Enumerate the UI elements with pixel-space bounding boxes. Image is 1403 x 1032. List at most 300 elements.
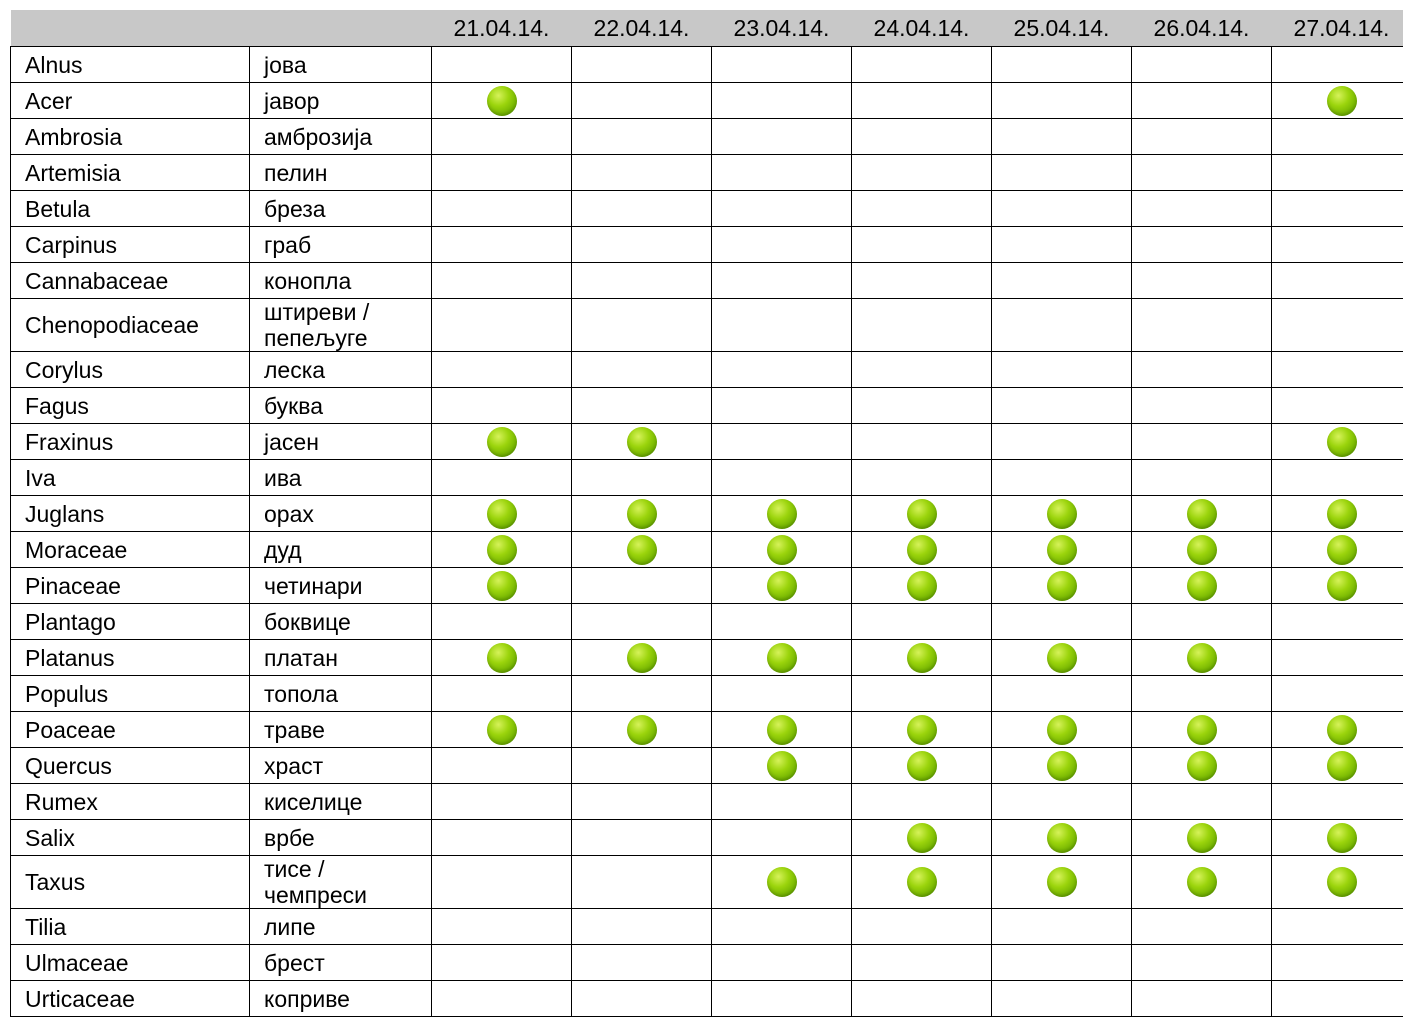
day-cell bbox=[432, 299, 572, 352]
day-cell bbox=[852, 352, 992, 388]
header-latin bbox=[11, 10, 250, 47]
day-cell bbox=[992, 909, 1132, 945]
latin-name-cell: Fraxinus bbox=[11, 424, 250, 460]
latin-name-cell: Betula bbox=[11, 191, 250, 227]
pollen-present-dot-icon bbox=[907, 535, 937, 565]
header-date-4: 24.04.14. bbox=[852, 10, 992, 47]
pollen-present-dot-icon bbox=[907, 867, 937, 897]
table-row bbox=[11, 47, 1403, 83]
pollen-present-dot-icon bbox=[907, 499, 937, 529]
local-name-cell: траве bbox=[250, 712, 432, 748]
pollen-present-dot-icon bbox=[627, 643, 657, 673]
pollen-present-dot-icon bbox=[1047, 571, 1077, 601]
day-cell bbox=[572, 820, 712, 856]
day-cell bbox=[1272, 640, 1403, 676]
day-cell bbox=[1272, 748, 1403, 784]
table-row bbox=[11, 532, 1403, 568]
day-cell bbox=[712, 784, 852, 820]
pollen-table-container bbox=[10, 10, 1399, 1017]
day-cell bbox=[852, 856, 992, 909]
day-cell bbox=[852, 712, 992, 748]
pollen-present-dot-icon bbox=[1047, 499, 1077, 529]
table-row bbox=[11, 676, 1403, 712]
local-name-cell: леска bbox=[250, 352, 432, 388]
day-cell bbox=[572, 424, 712, 460]
day-cell bbox=[712, 568, 852, 604]
local-name-cell: јасен bbox=[250, 424, 432, 460]
day-cell bbox=[1132, 856, 1272, 909]
day-cell bbox=[432, 191, 572, 227]
day-cell bbox=[852, 676, 992, 712]
day-cell bbox=[852, 981, 992, 1017]
pollen-present-dot-icon bbox=[1187, 571, 1217, 601]
day-cell bbox=[432, 352, 572, 388]
pollen-present-dot-icon bbox=[767, 499, 797, 529]
day-cell bbox=[712, 227, 852, 263]
day-cell bbox=[432, 155, 572, 191]
pollen-present-dot-icon bbox=[1327, 751, 1357, 781]
local-name-cell: киселице bbox=[250, 784, 432, 820]
day-cell bbox=[432, 532, 572, 568]
table-row bbox=[11, 460, 1403, 496]
table-row bbox=[11, 856, 1403, 909]
day-cell bbox=[992, 532, 1132, 568]
day-cell bbox=[1132, 640, 1272, 676]
table-row bbox=[11, 568, 1403, 604]
table-row bbox=[11, 83, 1403, 119]
day-cell bbox=[852, 496, 992, 532]
day-cell bbox=[1272, 299, 1403, 352]
pollen-present-dot-icon bbox=[907, 751, 937, 781]
day-cell bbox=[1272, 945, 1403, 981]
day-cell bbox=[712, 640, 852, 676]
table-row bbox=[11, 820, 1403, 856]
local-name-cell: брест bbox=[250, 945, 432, 981]
day-cell bbox=[712, 191, 852, 227]
latin-name-cell: Moraceae bbox=[11, 532, 250, 568]
day-cell bbox=[852, 604, 992, 640]
day-cell bbox=[1272, 856, 1403, 909]
day-cell bbox=[992, 191, 1132, 227]
day-cell bbox=[1132, 676, 1272, 712]
day-cell bbox=[1272, 388, 1403, 424]
day-cell bbox=[852, 748, 992, 784]
day-cell bbox=[992, 299, 1132, 352]
day-cell bbox=[852, 299, 992, 352]
day-cell bbox=[572, 263, 712, 299]
local-name-cell: граб bbox=[250, 227, 432, 263]
day-cell bbox=[1132, 83, 1272, 119]
pollen-present-dot-icon bbox=[1327, 823, 1357, 853]
day-cell bbox=[432, 945, 572, 981]
day-cell bbox=[712, 424, 852, 460]
day-cell bbox=[992, 352, 1132, 388]
day-cell bbox=[852, 155, 992, 191]
latin-name-cell: Juglans bbox=[11, 496, 250, 532]
day-cell bbox=[1272, 460, 1403, 496]
day-cell bbox=[432, 460, 572, 496]
day-cell bbox=[572, 47, 712, 83]
day-cell bbox=[852, 820, 992, 856]
day-cell bbox=[572, 981, 712, 1017]
latin-name-cell: Taxus bbox=[11, 856, 250, 909]
day-cell bbox=[712, 155, 852, 191]
latin-name-cell: Ambrosia bbox=[11, 119, 250, 155]
pollen-present-dot-icon bbox=[627, 499, 657, 529]
local-name-cell: липе bbox=[250, 909, 432, 945]
pollen-present-dot-icon bbox=[1187, 499, 1217, 529]
day-cell bbox=[1132, 945, 1272, 981]
day-cell bbox=[1132, 119, 1272, 155]
table-row bbox=[11, 424, 1403, 460]
latin-name-cell: Alnus bbox=[11, 47, 250, 83]
header-row bbox=[11, 10, 1403, 47]
pollen-present-dot-icon bbox=[1047, 823, 1077, 853]
day-cell bbox=[992, 119, 1132, 155]
day-cell bbox=[1132, 532, 1272, 568]
table-row bbox=[11, 299, 1403, 352]
pollen-present-dot-icon bbox=[907, 571, 937, 601]
latin-name-cell: Artemisia bbox=[11, 155, 250, 191]
day-cell bbox=[1132, 299, 1272, 352]
day-cell bbox=[572, 640, 712, 676]
day-cell bbox=[852, 263, 992, 299]
day-cell bbox=[1272, 227, 1403, 263]
local-name-cell: штиреви /пепељуге bbox=[250, 299, 432, 352]
day-cell bbox=[712, 909, 852, 945]
day-cell bbox=[992, 83, 1132, 119]
pollen-present-dot-icon bbox=[487, 499, 517, 529]
pollen-present-dot-icon bbox=[907, 643, 937, 673]
day-cell bbox=[712, 47, 852, 83]
pollen-present-dot-icon bbox=[627, 427, 657, 457]
day-cell bbox=[572, 712, 712, 748]
pollen-present-dot-icon bbox=[1327, 499, 1357, 529]
pollen-present-dot-icon bbox=[767, 535, 797, 565]
day-cell bbox=[432, 119, 572, 155]
day-cell bbox=[572, 856, 712, 909]
day-cell bbox=[1132, 263, 1272, 299]
day-cell bbox=[432, 784, 572, 820]
day-cell bbox=[852, 424, 992, 460]
day-cell bbox=[1132, 909, 1272, 945]
day-cell bbox=[992, 47, 1132, 83]
pollen-present-dot-icon bbox=[1187, 751, 1217, 781]
pollen-present-dot-icon bbox=[487, 86, 517, 116]
day-cell bbox=[712, 496, 852, 532]
pollen-present-dot-icon bbox=[487, 643, 517, 673]
day-cell bbox=[852, 460, 992, 496]
day-cell bbox=[1272, 352, 1403, 388]
pollen-present-dot-icon bbox=[767, 643, 797, 673]
day-cell bbox=[992, 712, 1132, 748]
day-cell bbox=[712, 388, 852, 424]
table-row bbox=[11, 388, 1403, 424]
day-cell bbox=[572, 532, 712, 568]
pollen-present-dot-icon bbox=[1187, 715, 1217, 745]
day-cell bbox=[1272, 155, 1403, 191]
table-row bbox=[11, 263, 1403, 299]
day-cell bbox=[572, 299, 712, 352]
day-cell bbox=[992, 784, 1132, 820]
table-row bbox=[11, 712, 1403, 748]
pollen-present-dot-icon bbox=[487, 571, 517, 601]
day-cell bbox=[992, 227, 1132, 263]
day-cell bbox=[712, 299, 852, 352]
day-cell bbox=[432, 676, 572, 712]
local-name-cell: топола bbox=[250, 676, 432, 712]
day-cell bbox=[432, 748, 572, 784]
pollen-present-dot-icon bbox=[907, 823, 937, 853]
pollen-present-dot-icon bbox=[1047, 643, 1077, 673]
day-cell bbox=[712, 460, 852, 496]
day-cell bbox=[1272, 119, 1403, 155]
day-cell bbox=[852, 909, 992, 945]
header-date-1: 21.04.14. bbox=[432, 10, 572, 47]
latin-name-cell: Corylus bbox=[11, 352, 250, 388]
table-row bbox=[11, 496, 1403, 532]
pollen-present-dot-icon bbox=[1327, 715, 1357, 745]
day-cell bbox=[1132, 748, 1272, 784]
day-cell bbox=[432, 263, 572, 299]
day-cell bbox=[992, 388, 1132, 424]
day-cell bbox=[712, 676, 852, 712]
latin-name-cell: Acer bbox=[11, 83, 250, 119]
header-date-6: 26.04.14. bbox=[1132, 10, 1272, 47]
day-cell bbox=[852, 227, 992, 263]
header-date-2: 22.04.14. bbox=[572, 10, 712, 47]
day-cell bbox=[852, 191, 992, 227]
day-cell bbox=[1132, 155, 1272, 191]
day-cell bbox=[992, 748, 1132, 784]
day-cell bbox=[852, 784, 992, 820]
day-cell bbox=[712, 748, 852, 784]
day-cell bbox=[432, 424, 572, 460]
day-cell bbox=[432, 604, 572, 640]
latin-name-cell: Plantago bbox=[11, 604, 250, 640]
day-cell bbox=[432, 820, 572, 856]
day-cell bbox=[712, 532, 852, 568]
day-cell bbox=[1272, 909, 1403, 945]
day-cell bbox=[572, 119, 712, 155]
day-cell bbox=[572, 604, 712, 640]
latin-name-cell: Iva bbox=[11, 460, 250, 496]
day-cell bbox=[572, 909, 712, 945]
day-cell bbox=[1132, 227, 1272, 263]
day-cell bbox=[432, 909, 572, 945]
local-name-cell: ива bbox=[250, 460, 432, 496]
latin-name-cell: Pinaceae bbox=[11, 568, 250, 604]
pollen-present-dot-icon bbox=[907, 715, 937, 745]
local-name-cell: пелин bbox=[250, 155, 432, 191]
pollen-calendar-table bbox=[10, 10, 1403, 1017]
day-cell bbox=[572, 460, 712, 496]
pollen-present-dot-icon bbox=[1327, 867, 1357, 897]
day-cell bbox=[572, 568, 712, 604]
latin-name-cell: Platanus bbox=[11, 640, 250, 676]
local-name-cell: конопла bbox=[250, 263, 432, 299]
pollen-present-dot-icon bbox=[627, 535, 657, 565]
pollen-present-dot-icon bbox=[1047, 751, 1077, 781]
day-cell bbox=[852, 640, 992, 676]
day-cell bbox=[1272, 83, 1403, 119]
pollen-present-dot-icon bbox=[1047, 715, 1077, 745]
pollen-present-dot-icon bbox=[1047, 535, 1077, 565]
table-row bbox=[11, 604, 1403, 640]
day-cell bbox=[572, 784, 712, 820]
day-cell bbox=[1132, 47, 1272, 83]
day-cell bbox=[852, 945, 992, 981]
local-name-cell: платан bbox=[250, 640, 432, 676]
pollen-present-dot-icon bbox=[487, 427, 517, 457]
local-name-cell: боквице bbox=[250, 604, 432, 640]
day-cell bbox=[432, 640, 572, 676]
local-name-cell: буква bbox=[250, 388, 432, 424]
day-cell bbox=[992, 460, 1132, 496]
header-date-5: 25.04.14. bbox=[992, 10, 1132, 47]
day-cell bbox=[572, 352, 712, 388]
table-row bbox=[11, 981, 1403, 1017]
local-name-cell: тисе / чемпреси bbox=[250, 856, 432, 909]
day-cell bbox=[432, 856, 572, 909]
day-cell bbox=[712, 83, 852, 119]
local-name-cell: дуд bbox=[250, 532, 432, 568]
day-cell bbox=[852, 388, 992, 424]
day-cell bbox=[1132, 460, 1272, 496]
day-cell bbox=[1132, 784, 1272, 820]
day-cell bbox=[992, 820, 1132, 856]
day-cell bbox=[432, 496, 572, 532]
day-cell bbox=[432, 712, 572, 748]
day-cell bbox=[712, 604, 852, 640]
local-name-cell: орах bbox=[250, 496, 432, 532]
local-name-cell: јавор bbox=[250, 83, 432, 119]
day-cell bbox=[572, 388, 712, 424]
pollen-present-dot-icon bbox=[767, 751, 797, 781]
day-cell bbox=[1272, 784, 1403, 820]
pollen-present-dot-icon bbox=[627, 715, 657, 745]
day-cell bbox=[1132, 604, 1272, 640]
day-cell bbox=[712, 981, 852, 1017]
day-cell bbox=[432, 227, 572, 263]
latin-name-cell: Chenopodiaceae bbox=[11, 299, 250, 352]
table-row bbox=[11, 227, 1403, 263]
day-cell bbox=[432, 47, 572, 83]
day-cell bbox=[712, 856, 852, 909]
pollen-present-dot-icon bbox=[767, 571, 797, 601]
latin-name-cell: Populus bbox=[11, 676, 250, 712]
day-cell bbox=[1272, 496, 1403, 532]
day-cell bbox=[1272, 191, 1403, 227]
day-cell bbox=[572, 227, 712, 263]
day-cell bbox=[1132, 568, 1272, 604]
day-cell bbox=[992, 568, 1132, 604]
table-row bbox=[11, 748, 1403, 784]
local-name-cell: јова bbox=[250, 47, 432, 83]
day-cell bbox=[992, 676, 1132, 712]
header-date-3: 23.04.14. bbox=[712, 10, 852, 47]
latin-name-cell: Tilia bbox=[11, 909, 250, 945]
day-cell bbox=[1272, 532, 1403, 568]
pollen-present-dot-icon bbox=[1327, 86, 1357, 116]
day-cell bbox=[1272, 568, 1403, 604]
day-cell bbox=[1272, 676, 1403, 712]
day-cell bbox=[572, 496, 712, 532]
day-cell bbox=[1132, 352, 1272, 388]
table-row bbox=[11, 640, 1403, 676]
table-row bbox=[11, 352, 1403, 388]
day-cell bbox=[992, 263, 1132, 299]
local-name-cell: храст bbox=[250, 748, 432, 784]
latin-name-cell: Salix bbox=[11, 820, 250, 856]
latin-name-cell: Fagus bbox=[11, 388, 250, 424]
day-cell bbox=[992, 981, 1132, 1017]
day-cell bbox=[432, 981, 572, 1017]
day-cell bbox=[992, 496, 1132, 532]
header-date-7: 27.04.14. bbox=[1272, 10, 1403, 47]
day-cell bbox=[1132, 981, 1272, 1017]
day-cell bbox=[1132, 388, 1272, 424]
table-body bbox=[11, 47, 1403, 1017]
table-row bbox=[11, 191, 1403, 227]
latin-name-cell: Carpinus bbox=[11, 227, 250, 263]
latin-name-cell: Poaceae bbox=[11, 712, 250, 748]
table-row bbox=[11, 119, 1403, 155]
day-cell bbox=[1272, 820, 1403, 856]
day-cell bbox=[852, 532, 992, 568]
pollen-present-dot-icon bbox=[1047, 867, 1077, 897]
header-local bbox=[250, 10, 432, 47]
latin-name-cell: Ulmaceae bbox=[11, 945, 250, 981]
day-cell bbox=[992, 155, 1132, 191]
latin-name-cell: Rumex bbox=[11, 784, 250, 820]
latin-name-cell: Urticaceae bbox=[11, 981, 250, 1017]
day-cell bbox=[572, 155, 712, 191]
day-cell bbox=[852, 568, 992, 604]
day-cell bbox=[572, 676, 712, 712]
local-name-cell: бреза bbox=[250, 191, 432, 227]
day-cell bbox=[572, 748, 712, 784]
day-cell bbox=[572, 945, 712, 981]
day-cell bbox=[852, 47, 992, 83]
day-cell bbox=[1272, 424, 1403, 460]
pollen-present-dot-icon bbox=[767, 867, 797, 897]
day-cell bbox=[1132, 820, 1272, 856]
day-cell bbox=[1132, 712, 1272, 748]
pollen-present-dot-icon bbox=[1327, 535, 1357, 565]
day-cell bbox=[1132, 191, 1272, 227]
day-cell bbox=[712, 352, 852, 388]
day-cell bbox=[852, 119, 992, 155]
pollen-present-dot-icon bbox=[1187, 823, 1217, 853]
table-row bbox=[11, 155, 1403, 191]
day-cell bbox=[432, 83, 572, 119]
day-cell bbox=[712, 945, 852, 981]
local-name-cell: четинари bbox=[250, 568, 432, 604]
day-cell bbox=[712, 820, 852, 856]
day-cell bbox=[992, 640, 1132, 676]
day-cell bbox=[712, 263, 852, 299]
pollen-present-dot-icon bbox=[1327, 427, 1357, 457]
pollen-present-dot-icon bbox=[1327, 571, 1357, 601]
table-row bbox=[11, 784, 1403, 820]
local-name-cell: амброзија bbox=[250, 119, 432, 155]
day-cell bbox=[432, 388, 572, 424]
day-cell bbox=[712, 712, 852, 748]
pollen-present-dot-icon bbox=[487, 535, 517, 565]
latin-name-cell: Quercus bbox=[11, 748, 250, 784]
pollen-present-dot-icon bbox=[487, 715, 517, 745]
